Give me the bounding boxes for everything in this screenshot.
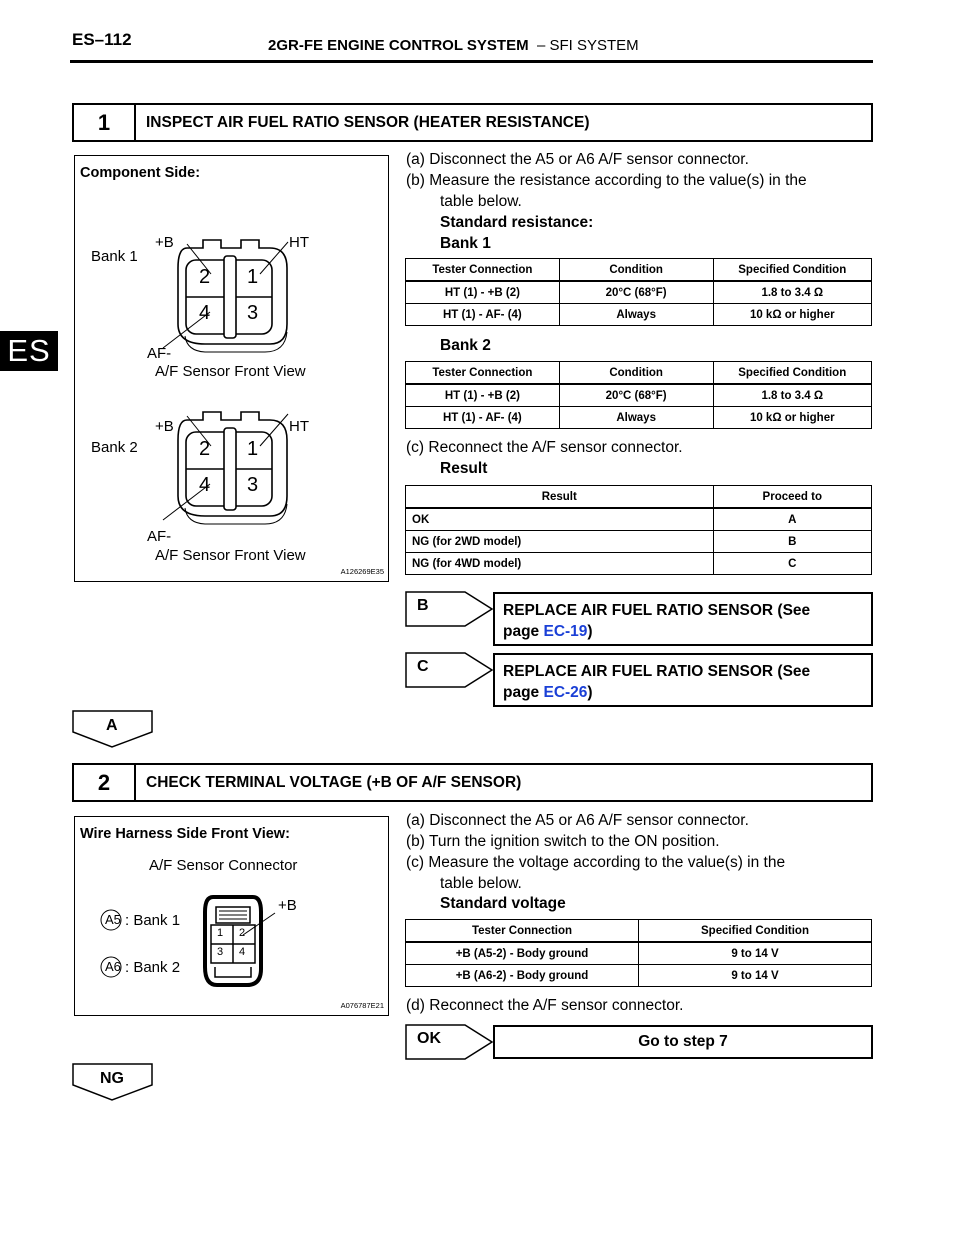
- ec-19-link[interactable]: EC-19: [543, 623, 588, 640]
- a5-code: A5: [105, 912, 121, 927]
- step2-figure: [74, 816, 389, 1016]
- table-cell: A: [713, 508, 871, 531]
- step1-bank1-label: Bank 1: [440, 235, 491, 252]
- table-cell: 10 kΩ or higher: [713, 304, 871, 326]
- table-header: Tester Connection: [406, 920, 639, 943]
- bank2-front-view-label: A/F Sensor Front View: [155, 547, 306, 564]
- table-header: Tester Connection: [406, 259, 560, 282]
- bank2-af-label: AF-: [147, 528, 172, 545]
- table-cell: Always: [559, 407, 713, 429]
- result-tag-b: [405, 591, 493, 627]
- go-to-step7[interactable]: Go to step 7: [493, 1025, 873, 1059]
- pin-1: 1: [217, 927, 224, 939]
- figure-title: Wire Harness Side Front View:: [80, 826, 290, 842]
- action-c-close-paren: ): [587, 684, 593, 701]
- table-cell: NG (for 2WD model): [406, 531, 714, 553]
- action-b-close-paren: ): [587, 623, 593, 640]
- step1-instr-a: (a) Disconnect the A5 or A6 A/F sensor connector.: [406, 151, 749, 168]
- page-header-title: [268, 37, 639, 54]
- pin-3: 3: [217, 946, 224, 958]
- figure-title: Component Side:: [80, 165, 201, 181]
- table-header: Specified Condition: [713, 259, 871, 282]
- table-cell: HT (1) - AF- (4): [406, 407, 560, 429]
- table-cell: 20°C (68°F): [559, 384, 713, 407]
- section-tab: ES: [0, 331, 58, 371]
- voltage-table: [405, 919, 872, 987]
- connector-label: A/F Sensor Connector: [149, 857, 298, 874]
- table-cell: C: [713, 553, 871, 575]
- header-title-bold: 2GR-FE ENGINE CONTROL SYSTEM: [268, 37, 529, 54]
- tag-a-label: A: [106, 717, 118, 734]
- bank1-connector-icon: [163, 240, 288, 352]
- table-cell: HT (1) - +B (2): [406, 384, 560, 407]
- step1-instr-b: (b) Measure the resistance according to the value(s) in the: [406, 172, 807, 189]
- table-cell: 9 to 14 V: [639, 965, 872, 987]
- harness-connector-icon: [75, 817, 388, 1015]
- action-c-page-text: page: [503, 684, 544, 701]
- result-tag-c: [405, 652, 493, 688]
- table-header: Specified Condition: [639, 920, 872, 943]
- step1-std-resistance: Standard resistance:: [440, 214, 594, 231]
- step1-result-label: Result: [440, 460, 488, 477]
- tag-c-label: C: [417, 658, 429, 675]
- pin-4: 4: [239, 946, 246, 958]
- figure-code: A126269E35: [340, 567, 384, 576]
- step2-instr-d: (d) Reconnect the A/F sensor connector.: [406, 997, 684, 1014]
- plus-b-label: +B: [278, 897, 297, 914]
- page-number: ES–112: [72, 30, 132, 49]
- bank1-plus-b-label: +B: [155, 234, 174, 251]
- bank2-connector-icon: [163, 412, 288, 524]
- result-tag-ng: [72, 1063, 154, 1101]
- bank1-pin-2: 2: [199, 266, 211, 288]
- bank2-pin-3: 3: [247, 474, 259, 496]
- action-c-line2: [503, 682, 863, 703]
- header-rule: [70, 60, 873, 63]
- step2-title: CHECK TERMINAL VOLTAGE (+B OF A/F SENSOR): [146, 773, 522, 791]
- a5-bank1-label: : Bank 1: [125, 912, 181, 929]
- bank1-af-label: AF-: [147, 345, 172, 362]
- figure-code: A076787E21: [340, 1001, 384, 1010]
- bank1-ht-label: HT: [289, 234, 309, 251]
- bank2-ht-label: HT: [289, 418, 309, 435]
- table-cell: 1.8 to 3.4 Ω: [713, 384, 871, 407]
- table-cell: B: [713, 531, 871, 553]
- step1-header: [72, 103, 873, 142]
- table-header: Result: [406, 486, 714, 509]
- bank2-resistance-table: [405, 361, 872, 429]
- result-tag-ok: [405, 1024, 493, 1060]
- a6-bank2-label: : Bank 2: [125, 959, 181, 976]
- table-cell: 1.8 to 3.4 Ω: [713, 281, 871, 304]
- bank2-pin-2: 2: [199, 438, 211, 460]
- pin-2: 2: [239, 927, 246, 939]
- bank1-pin-3: 3: [247, 302, 259, 324]
- step2-number: 2: [74, 765, 136, 800]
- table-cell: HT (1) - +B (2): [406, 281, 560, 304]
- step1-instr-c: (c) Reconnect the A/F sensor connector.: [406, 439, 683, 456]
- step1-bank2-label: Bank 2: [440, 337, 491, 354]
- table-cell: +B (A5-2) - Body ground: [406, 942, 639, 965]
- table-header: Condition: [559, 259, 713, 282]
- step2-instr-c: (c) Measure the voltage according to the value(s) in the: [406, 854, 786, 871]
- action-b-page-text: page: [503, 623, 544, 640]
- tag-ng-label: NG: [100, 1070, 124, 1087]
- bank1-resistance-table: [405, 258, 872, 326]
- bank1-label: Bank 1: [91, 248, 138, 265]
- step1-figure: [74, 155, 389, 582]
- table-cell: NG (for 4WD model): [406, 553, 714, 575]
- tag-ok-label: OK: [417, 1030, 441, 1047]
- step2-header: [72, 763, 873, 802]
- table-header: Tester Connection: [406, 362, 560, 385]
- a6-code: A6: [105, 959, 121, 974]
- header-title-rest: – SFI SYSTEM: [536, 37, 639, 54]
- table-header: Specified Condition: [713, 362, 871, 385]
- tag-b-label: B: [417, 597, 429, 614]
- bank2-pin-4: 4: [199, 474, 211, 496]
- bank1-pin-4: 4: [199, 302, 211, 324]
- result-table: [405, 485, 872, 575]
- table-cell: OK: [406, 508, 714, 531]
- table-header: Proceed to: [713, 486, 871, 509]
- step2-std-voltage: Standard voltage: [440, 895, 566, 912]
- action-b-box: [493, 592, 873, 646]
- table-cell: HT (1) - AF- (4): [406, 304, 560, 326]
- table-cell: 9 to 14 V: [639, 942, 872, 965]
- bank1-pin-1: 1: [247, 266, 259, 288]
- bank2-pin-1: 1: [247, 438, 259, 460]
- step1-number: 1: [74, 105, 136, 140]
- action-c-box: [493, 653, 873, 707]
- result-tag-a: [72, 710, 154, 748]
- action-b-line2: [503, 621, 863, 642]
- ec-26-link[interactable]: EC-26: [543, 684, 588, 701]
- table-cell: +B (A6-2) - Body ground: [406, 965, 639, 987]
- table-header: Condition: [559, 362, 713, 385]
- action-b-line1: REPLACE AIR FUEL RATIO SENSOR (See: [503, 602, 811, 619]
- action-c-line1: REPLACE AIR FUEL RATIO SENSOR (See: [503, 663, 811, 680]
- step2-instr-b: (b) Turn the ignition switch to the ON position.: [406, 833, 720, 850]
- bank2-plus-b-label: +B: [155, 418, 174, 435]
- bank2-label: Bank 2: [91, 439, 138, 456]
- step1-title: INSPECT AIR FUEL RATIO SENSOR (HEATER RESISTANCE): [146, 113, 590, 131]
- table-cell: 10 kΩ or higher: [713, 407, 871, 429]
- table-cell: Always: [559, 304, 713, 326]
- table-cell: 20°C (68°F): [559, 281, 713, 304]
- step2-instr-a: (a) Disconnect the A5 or A6 A/F sensor connector.: [406, 812, 749, 829]
- step1-instr-b-cont: table below.: [440, 193, 522, 210]
- step2-instr-c-cont: table below.: [440, 875, 522, 892]
- bank1-front-view-label: A/F Sensor Front View: [155, 363, 306, 380]
